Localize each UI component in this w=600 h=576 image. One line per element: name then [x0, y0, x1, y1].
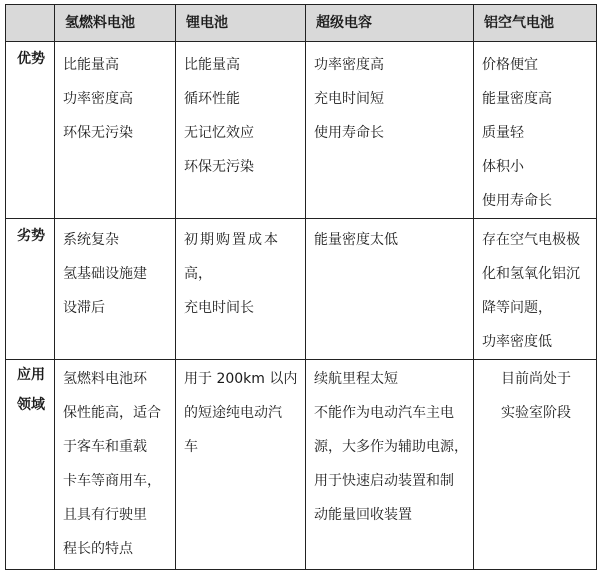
- cell-line: 化和氢氧化铝沉: [482, 266, 580, 282]
- cell-line: 使用寿命长: [314, 125, 384, 141]
- cell-line: 保性能高，适合: [63, 405, 161, 421]
- row-advantages: [6, 42, 597, 219]
- cell-line: 实验室阶段: [501, 405, 571, 421]
- cell-line: 环保无污染: [63, 125, 133, 141]
- cell-line: 设滞后: [63, 300, 105, 316]
- cell-line: 功率密度高: [63, 91, 133, 107]
- cell-advantages-supercapacitor: [306, 42, 474, 219]
- row-label-text: 应用领域: [16, 367, 45, 413]
- cell-line: 于客车和重载: [63, 439, 147, 455]
- row-applications: [6, 360, 597, 570]
- cell-disadvantages-hydrogen: [55, 219, 176, 360]
- cell-line: 质量轻: [482, 125, 524, 141]
- cell-advantages-aluminum-air: [474, 42, 597, 219]
- cell-line: 体积小: [482, 159, 524, 175]
- cell-line: 动能量回收装置: [314, 507, 412, 523]
- header-supercapacitor: 超级电容: [306, 5, 474, 42]
- cell-line: 无记忆效应: [184, 125, 254, 141]
- cell-advantages-lithium: [176, 42, 306, 219]
- cell-line: 功率密度低: [482, 334, 552, 350]
- cell-line: 程长的特点: [63, 541, 133, 557]
- cell-line: 车: [184, 439, 198, 455]
- cell-line: 比能量高: [184, 57, 240, 73]
- cell-line: 目前尚处于: [501, 371, 571, 387]
- header-lithium-battery: 锂电池: [176, 5, 306, 42]
- cell-line: 功率密度高: [314, 57, 384, 73]
- cell-line: 氢燃料电池环: [63, 371, 147, 387]
- cell-line: 降等问题，: [482, 300, 552, 316]
- cell-advantages-hydrogen: [55, 42, 176, 219]
- cell-line: 能量密度高: [482, 91, 552, 107]
- cell-applications-aluminum-air: [474, 360, 597, 570]
- cell-line: 用于 200km 以内: [184, 371, 298, 387]
- cell-applications-supercapacitor: [306, 360, 474, 570]
- cell-line: 存在空气电极极: [482, 232, 580, 248]
- header-hydrogen-fuel-cell: 氢燃料电池: [55, 5, 176, 42]
- cell-line: 氢基础设施建: [63, 266, 147, 282]
- cell-disadvantages-supercapacitor: [306, 219, 474, 360]
- cell-line: 价格便宜: [482, 57, 538, 73]
- cell-line: 系统复杂: [63, 232, 119, 248]
- cell-line: 续航里程太短: [314, 371, 398, 387]
- cell-line: 使用寿命长: [482, 193, 552, 209]
- comparison-table: [5, 4, 597, 570]
- cell-line: 不能作为电动汽车主电: [314, 405, 454, 421]
- row-disadvantages: [6, 219, 597, 360]
- cell-line: 比能量高: [63, 57, 119, 73]
- cell-line: 环保无污染: [184, 159, 254, 175]
- header-row: [6, 5, 597, 42]
- header-aluminum-air-battery: 铝空气电池: [474, 5, 597, 42]
- cell-line: 能量密度太低: [314, 232, 398, 248]
- cell-line: 循环性能: [184, 91, 240, 107]
- cell-line: 初期购置成本: [184, 232, 280, 248]
- cell-line: 充电时间长: [184, 300, 254, 316]
- cell-applications-lithium: [176, 360, 306, 570]
- cell-line: 源，大多作为辅助电源，: [314, 439, 468, 455]
- cell-line: 用于快速启动装置和制: [314, 473, 454, 489]
- cell-line: 且具有行驶里: [63, 507, 147, 523]
- cell-disadvantages-aluminum-air: [474, 219, 597, 360]
- cell-line: 高，: [184, 266, 212, 282]
- cell-line: 充电时间短: [314, 91, 384, 107]
- row-label-applications: [6, 360, 55, 570]
- cell-line: 的短途纯电动汽: [184, 405, 282, 421]
- cell-disadvantages-lithium: [176, 219, 306, 360]
- header-corner: [6, 5, 55, 42]
- row-label-disadvantages: 劣势: [6, 219, 55, 360]
- cell-line: 卡车等商用车，: [63, 473, 161, 489]
- cell-applications-hydrogen: [55, 360, 176, 570]
- row-label-advantages: 优势: [6, 42, 55, 219]
